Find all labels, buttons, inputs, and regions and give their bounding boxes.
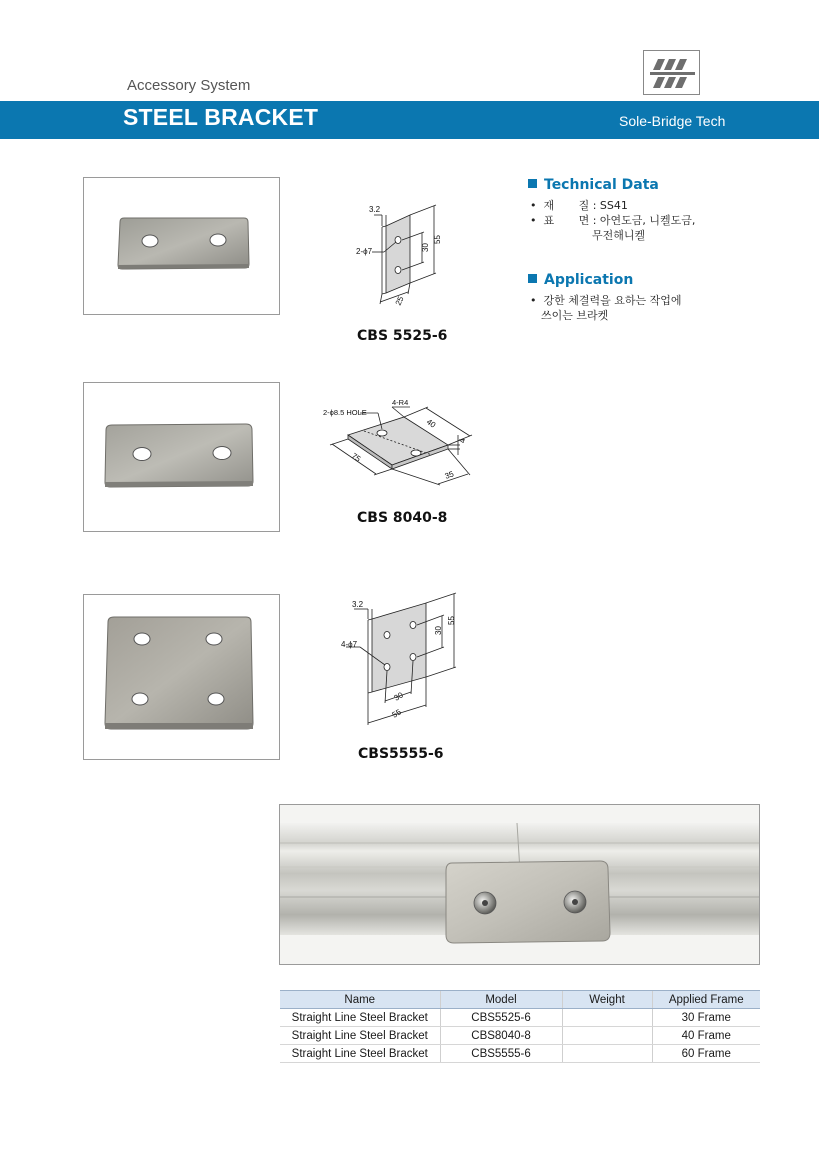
dim-length-h: 55 [390,707,403,720]
cell-weight [562,1045,652,1063]
header-model: Model [440,991,562,1009]
product-photo-cbs5555 [83,594,280,760]
dim-pitch-v: 30 [434,626,443,635]
dim-thickness: 3.2 [352,600,364,609]
dim-length-v: 55 [447,616,456,625]
dim-radius: 4-R4 [392,398,409,407]
application-line-2: 쓰이는 브라켓 [541,309,609,322]
dim-width: 40 [424,417,438,430]
cell-frame: 60 Frame [652,1045,760,1063]
square-bullet-icon [528,274,537,283]
product-photo-cbs8040 [83,382,280,532]
dim-holes: 2-ϕ7 [356,247,373,256]
dim-width: 25 [393,294,406,307]
table-row [280,1045,760,1063]
table-row [280,1027,760,1045]
model-caption-cbs5525: CBS 5525-6 [357,328,448,344]
installation-photo [279,804,760,965]
drawing-cbs5525 [352,200,462,310]
table-row [280,1009,760,1027]
header-applied-frame: Applied Frame [652,991,760,1009]
logo-stripes-icon [644,51,701,96]
dim-length: 75 [349,451,363,464]
header-name: Name [280,991,440,1009]
dim-pitch: 30 [421,243,430,252]
dim-length: 55 [433,235,442,244]
cell-name: Straight Line Steel Bracket [280,1027,440,1045]
section-subtitle: Accessory System [127,77,251,94]
cell-name: Straight Line Steel Bracket [280,1009,440,1027]
header-weight: Weight [562,991,652,1009]
model-caption-cbs8040: CBS 8040-8 [357,510,448,526]
cell-model: CBS5555-6 [440,1045,562,1063]
page-title: STEEL BRACKET [123,104,319,130]
dim-holes: 2-ϕ8.5 HOLE [323,408,367,417]
cell-weight [562,1009,652,1027]
drawing-cbs5555 [338,585,468,735]
cell-frame: 40 Frame [652,1027,760,1045]
square-bullet-icon [528,179,537,188]
cell-model: CBS8040-8 [440,1027,562,1045]
dim-pitch-h: 30 [392,690,405,703]
table-header-row [280,991,760,1009]
technical-data-heading: Technical Data [528,177,659,193]
product-photo-cbs5525 [83,177,280,315]
dim-holes: 4-ϕ7 [341,640,358,649]
dim-thickness: 4 [458,438,467,443]
application-line-1: • 강한 체결력을 요하는 작업에 [530,294,682,307]
tech-item-material: • 재 질 : SS41 [530,199,628,212]
application-heading: Application [528,272,633,288]
cell-model: CBS5525-6 [440,1009,562,1027]
tech-item-surface: • 표 면 : 아연도금, 니켈도금, [530,214,696,227]
spec-table [280,990,760,1063]
model-caption-cbs5555: CBS5555-6 [358,746,444,762]
drawing-cbs8040 [320,395,490,495]
cell-frame: 30 Frame [652,1009,760,1027]
cell-name: Straight Line Steel Bracket [280,1045,440,1063]
company-logo [643,50,700,95]
dim-thickness: 3.2 [369,205,381,214]
tech-item-surface-cont: 무전해니켈 [592,229,646,242]
dim-pitch: 35 [443,469,456,481]
brand-name: Sole-Bridge Tech [619,113,726,129]
cell-weight [562,1027,652,1045]
